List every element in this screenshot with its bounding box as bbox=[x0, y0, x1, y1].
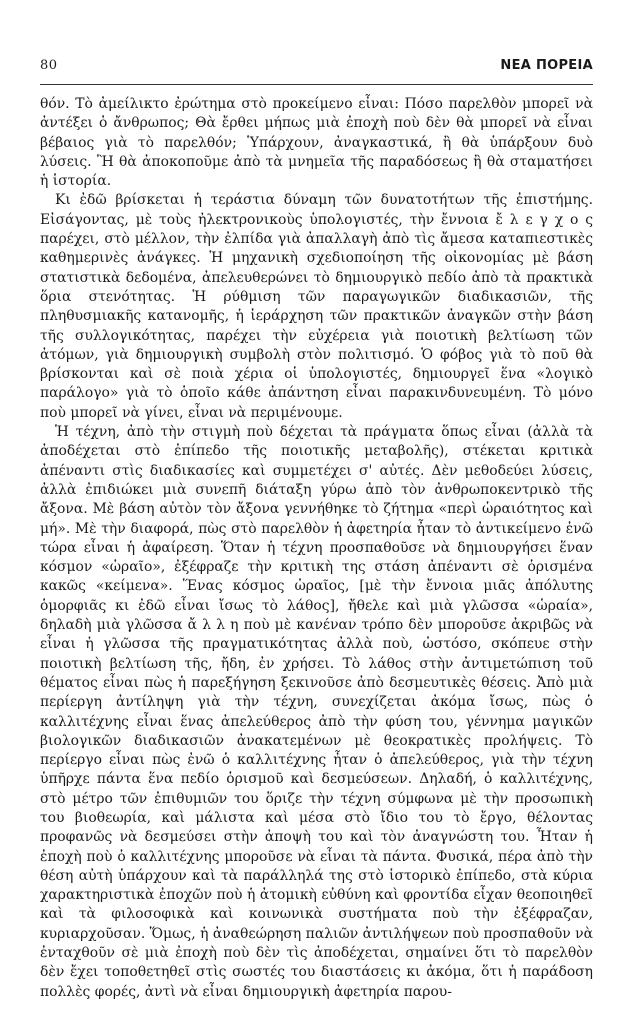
paragraph: θόν. Τὸ ἀμείλικτο ἐρώτημα στὸ προκείμενο εἶναι: Πόσο παρελθὸν μπορεῖ νὰ ἀντέξει ὁ ἄνθρωπος; Θὰ ἔρθει μήπως μιὰ ἐποχὴ ποὺ δὲν θὰ μπορεῖ νὰ εἶναι βέβαιος γιὰ τὸ παρελθόν; Ὑπάρχουν, ἀναγκαστικά, ἢ θὰ ὑπάρξουν δυὸ λύσεις. Ἢ θὰ ἀποκοποῦμε ἀπὸ τὰ μνημεῖα τῆς παραδόσεως ἢ θὰ σταματήσει ἡ ἱστορία. bbox=[40, 96, 593, 190]
journal-title: ΝΕΑ ΠΟΡΕΙΑ bbox=[500, 58, 593, 73]
paragraph: Κι ἐδῶ βρίσκεται ἡ τεράστια δύναμη τῶν δυνατοτήτων τῆς ἐπιστήμης. Εἰσάγοντας, μὲ τοὺς ἠλεκτρονικοὺς ὑπολογιστές, τὴν ἔννοια ἔ λ ε γ χ ο ς παρέχει, στὸ μέλλον, τὴν ἐλπίδα γιὰ ἀπαλλαγὴ ἀπὸ τὶς ἄμεσα καταπιεστικὲς καθημερινὲς ἀνάγκες. Ἡ μηχανικὴ σχεδιοποίηση τῆς οἰκονομίας μὲ βάση στατιστικὰ δεδομένα, ἀπελευθερώνει τὸ δημιουργικὸ πεδίο ἀπὸ τὰ πρακτικὰ ὅρια στενότητας. Ἡ ρύθμιση τῶν παραγωγικῶν διαδικασιῶν, τῆς πληθυσμιακῆς κατανομῆς, ἡ ἱεράρχηση τῶν πρακτικῶν ἀναγκῶν στὴν βάση τῆς συλλογικότητας, παρέχει τὴν εὐχέρεια γιὰ ποιοτικὴ βελτίωση τῶν ἀτόμων, γιὰ δημιουργικὴ συμβολὴ στὸν πολιτισμό. Ὁ φόβος γιὰ τὸ ποῦ θὰ βρίσκονται καὶ σὲ ποιὰ χέρια οἱ ὑπολογιστές, δημιουργεῖ ἕνα «λογικὸ παράλογο» γιὰ τὸ ὁποῖο κάθε ἀπάντηση εἶναι παρακινδυνευμένη. Τὸ μόνο ποὺ μπορεῖ νὰ γίνει, εἶναι νὰ περιμένουμε. bbox=[40, 192, 593, 421]
header-divider bbox=[40, 84, 593, 85]
page-number: 80 bbox=[40, 58, 58, 73]
page bbox=[40, 58, 593, 1002]
body-text bbox=[40, 95, 593, 1002]
paragraph: Ἡ τέχνη, ἀπὸ τὴν στιγμὴ ποὺ δέχεται τὰ πράγματα ὅπως εἶναι (ἀλλὰ τὰ ἀποδέχεται στὸ ἐπίπεδο τῆς ποιοτικῆς μεταβολῆς), στέκεται κριτικὰ ἀπέναντι στὶς διαδικασίες καὶ συμμετέχει σ' αὐτές. Δὲν μεθοδεύει λύσεις, ἀλλὰ ἐπιδιώκει μιὰ συνεπῆ διάταξη γύρω ἀπὸ τὸν ἀνθρωποκεντρικὸ τῆς ἄξονα. Μὲ βάση αὐτὸν τὸν ἄξονα γεννήθηκε τὸ ζήτημα «περὶ ὡραιότητος καὶ μή». Μὲ τὴν διαφορά, πὼς στὸ παρελθὸν ἡ ἀφετηρία ἦταν τὸ ἀντικείμενο ἐνῶ τώρα εἶναι ἡ ἀφαίρεση. Ὅταν ἡ τέχνη προσπαθοῦσε νὰ δημιουργήσει ἕναν κόσμον «ὡραῖο», ἐξέφραζε τὴν κριτικὴ της στάση ἀπέναντι σὲ ὁρισμένα κακῶς «κείμενα». Ἕνας κόσμος ὡραῖος, [μὲ τὴν ἔννοια μιᾶς ἀπόλυτης ὁμορφιᾶς κι ἐδῶ εἶναι ἴσως τὸ λάθος], ἤθελε καὶ μιὰ γλῶσσα «ὡραία», δηλαδὴ μιὰ γλῶσσα ἄ λ λ η ποὺ μὲ κανέναν τρόπο δὲν μποροῦσε ἀκριβῶς νὰ εἶναι ἡ γλῶσσα τῆς πραγματικότητας ἀλλὰ ποὺ, ὡστόσο, σκόπευε στὴν ποιοτικὴ βελτίωση τῆς, ἤδη, ἐν χρήσει. Τὸ λάθος στὴν ἀντιμετώπιση τοῦ θέματος εἶναι πὼς ἡ παρεξήγηση ξεκινοῦσε ἀπὸ δεσμευτικὲς θέσεις. Ἀπὸ μιὰ περίεργη ἀντίληψη γιὰ τὴν τέχνη, συνεχίζεται ἀκόμα ἴσως, πὼς ὁ καλλιτέχνης εἶναι ἕνας ἀπελεύθερος ἀπὸ τὴν φύση του, γέννημα μαγικῶν βιολογικῶν διαδικασιῶν ἀνακατεμένων μὲ θεοκρατικὲς προλήψεις. Τὸ περίεργο εἶναι πὼς ἐνῶ ὁ καλλιτέχνης ἦταν ὁ ἀπελεύθερος, γιὰ τὴν τέχνη ὑπῆρχε πάντα ἕνα πεδίο ὁρισμοῦ καὶ δεσμεύσεων. Δηλαδή, ὁ καλλιτέχνης, στὸ μέτρο τῶν ἐπιθυμιῶν του ὅριζε τὴν τέχνη σύμφωνα μὲ τὴν προσωπικὴ του βιοθεωρία, καὶ μάλιστα καὶ μέσα στὸ ἴδιο του τὸ ἔργο, θέλοντας προφανῶς νὰ δεσμεύσει στὴν ἀποψὴ του καὶ τὸν ἀναγνώστη του. Ἦταν ἡ ἐποχὴ ποὺ ὁ καλλιτέχνης μποροῦσε νὰ εἶναι τὰ πάντα. Φυσικά, πέρα ἀπὸ τὴν θέση αὐτὴ ὑπάρχουν καὶ τὰ παράλληλά της στὸ ἱστορικὸ ἐπίπεδο, στὰ κύρια χαρακτηριστικὰ ἐποχῶν ποὺ ἡ ἀτομικὴ εὐθύνη καὶ φροντίδα εἶχαν θεοποιηθεῖ καὶ τὰ φιλοσοφικὰ καὶ κοινωνικὰ συστήματα ποὺ τὴν ἐξέφραζαν, κυριαρχοῦσαν. Ὅμως, ἡ ἀναθεώρηση παλιῶν ἀντιλήψεων ποὺ προσπαθοῦν νὰ ἐνταχθοῦν σὲ μιὰ ἐποχὴ ποὺ δὲν τὶς ἀποδέχεται, σημαίνει ὅτι τὸ παρελθὸν δὲν ἔχει τοποθετηθεῖ στὶς σωστές του διαστάσεις κι ἀκόμα, ὅτι ἡ παράδοση πολλὲς φορές, ἀντὶ νὰ εἶναι δημιουργικὴ ἀφετηρία παρου- bbox=[40, 424, 593, 1000]
running-header bbox=[40, 58, 593, 80]
